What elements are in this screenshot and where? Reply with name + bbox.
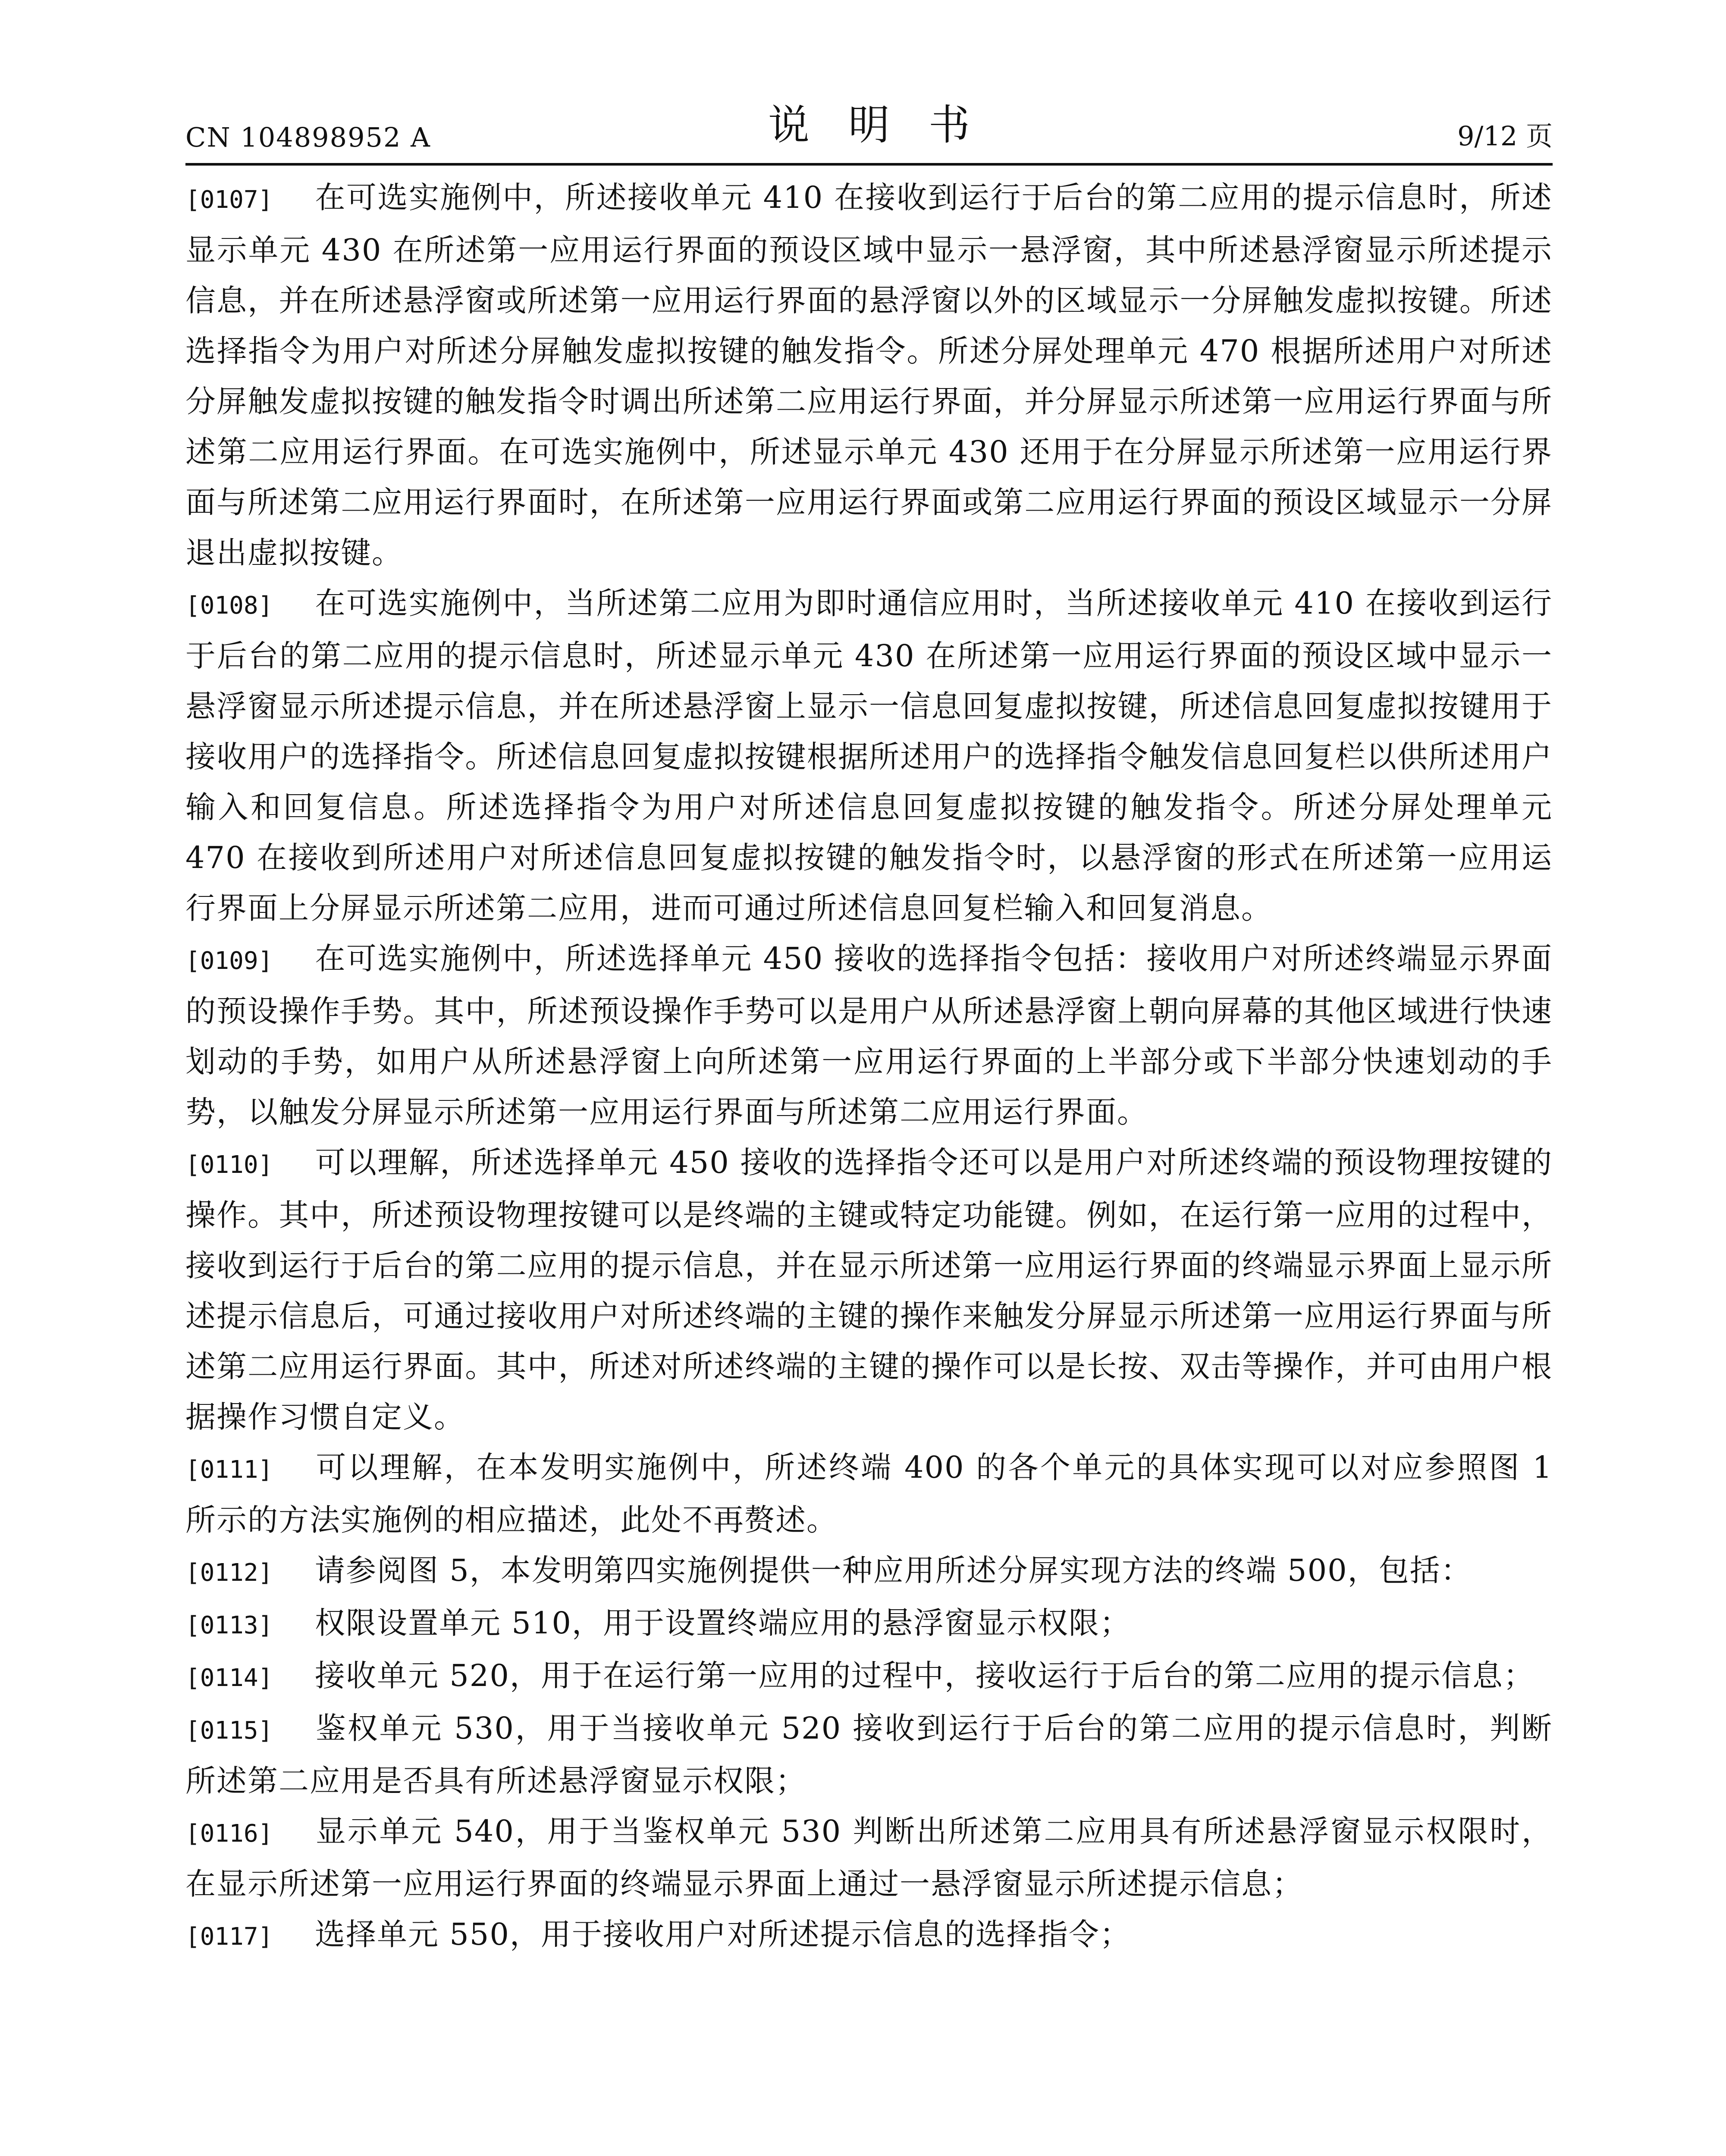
paragraph-number: [0109] (185, 947, 273, 975)
paragraph-text: 可以理解，所述选择单元 450 接收的选择指令还可以是用户对所述终端的预设物理按键的操作。其中，所述预设物理按键可以是终端的主键或特定功能键。例如，在运行第一应用的过程中，接收到运行于后台的第二应用的提示信息，并在显示所述第一应用运行界面的终端显示界面上显示所述提示信息后，可通过接收用户对所述终端的主键的操作来触发分屏显示所述第一应用运行界面与所述第二应用运行界面。其中，所述对所述终端的主键的操作可以是长按、双击等操作，并可由用户根据操作习惯自定义。 (185, 1145, 1553, 1435)
paragraph-text: 显示单元 540，用于当鉴权单元 530 判断出所述第二应用具有所述悬浮窗显示权限时，在显示所述第一应用运行界面的终端显示界面上通过一悬浮窗显示所述提示信息； (185, 1814, 1553, 1902)
paragraph (185, 1138, 1553, 1442)
header-divider (185, 163, 1553, 166)
paragraph (185, 1651, 1553, 1703)
page-header (185, 97, 1553, 166)
paragraph (185, 1806, 1553, 1909)
paragraph (185, 1909, 1553, 1962)
paragraph-number: [0114] (185, 1664, 273, 1692)
paragraph-number: [0115] (185, 1717, 273, 1745)
paragraph-number: [0107] (185, 186, 273, 214)
paragraph (185, 934, 1553, 1138)
paragraph-text: 权限设置单元 510，用于设置终端应用的悬浮窗显示权限； (315, 1605, 1131, 1641)
paragraph (185, 578, 1553, 934)
publication-number: CN 104898952 A (185, 122, 431, 153)
paragraph-text: 可以理解，在本发明实施例中，所述终端 400 的各个单元的具体实现可以对应参照图 1 所示的方法实施例的相应描述，此处不再赘述。 (185, 1450, 1553, 1538)
paragraph-number: [0108] (185, 592, 273, 620)
paragraph-number: [0112] (185, 1559, 273, 1587)
paragraph-text: 鉴权单元 530，用于当接收单元 520 接收到运行于后台的第二应用的提示信息时，判断所述第二应用是否具有所述悬浮窗显示权限； (185, 1711, 1553, 1799)
paragraph-number: [0116] (185, 1820, 273, 1848)
paragraph (185, 1442, 1553, 1545)
paragraph-text: 请参阅图 5，本发明第四实施例提供一种应用所述分屏实现方法的终端 500，包括： (315, 1553, 1472, 1588)
paragraph-number: [0111] (185, 1456, 273, 1484)
paragraph (185, 172, 1553, 578)
paragraph-text: 在可选实施例中，所述接收单元 410 在接收到运行于后台的第二应用的提示信息时，所述显示单元 430 在所述第一应用运行界面的预设区域中显示一悬浮窗，其中所述悬浮窗显示所述提示信息，并在所述悬浮窗或所述第一应用运行界面的悬浮窗以外的区域显示一分屏触发虚拟按键。所述选择指令为用户对所述分屏触发虚拟按键的触发指令。所述分屏处理单元 470 根据所述用户对所述分屏触发虚拟按键的触发指令时调出所述第二应用运行界面，并分屏显示所述第一应用运行界面与所述第二应用运行界面。在可选实施例中，所述显示单元 430 还用于在分屏显示所述第一应用运行界面与所述第二应用运行界面时，在所述第一应用运行界面或第二应用运行界面的预设区域显示一分屏退出虚拟按键。 (185, 180, 1553, 570)
paragraph (185, 1598, 1553, 1651)
paragraph-text: 选择单元 550，用于接收用户对所述提示信息的选择指令； (315, 1917, 1131, 1952)
paragraph (185, 1545, 1553, 1598)
paragraph-number: [0110] (185, 1151, 273, 1179)
paragraph-text: 接收单元 520，用于在运行第一应用的过程中，接收运行于后台的第二应用的提示信息； (315, 1658, 1535, 1693)
paragraph-number: [0113] (185, 1611, 273, 1639)
paragraph-text: 在可选实施例中，所述选择单元 450 接收的选择指令包括：接收用户对所述终端显示界面的预设操作手势。其中，所述预设操作手势可以是用户从所述悬浮窗上朝向屏幕的其他区域进行快速划动的手势，如用户从所述悬浮窗上向所述第一应用运行界面的上半部分或下半部分快速划动的手势，以触发分屏显示所述第一应用运行界面与所述第二应用运行界面。 (185, 941, 1553, 1130)
paragraph (185, 1703, 1553, 1806)
document-title: 说明书 (768, 101, 1009, 149)
paragraph-number: [0117] (185, 1923, 273, 1951)
body-content (185, 172, 1553, 1962)
paragraph-text: 在可选实施例中，当所述第二应用为即时通信应用时，当所述接收单元 410 在接收到运行于后台的第二应用的提示信息时，所述显示单元 430 在所述第一应用运行界面的预设区域中显示一悬浮窗显示所述提示信息，并在所述悬浮窗上显示一信息回复虚拟按键，所述信息回复虚拟按键用于接收用户的选择指令。所述信息回复虚拟按键根据所述用户的选择指令触发信息回复栏以供所述用户输入和回复信息。所述选择指令为用户对所述信息回复虚拟按键的触发指令。所述分屏处理单元 470 在接收到所述用户对所述信息回复虚拟按键的触发指令时，以悬浮窗的形式在所述第一应用运行界面上分屏显示所述第二应用，进而可通过所述信息回复栏输入和回复消息。 (185, 586, 1553, 926)
page-info: 9/12 页 (1457, 120, 1553, 152)
